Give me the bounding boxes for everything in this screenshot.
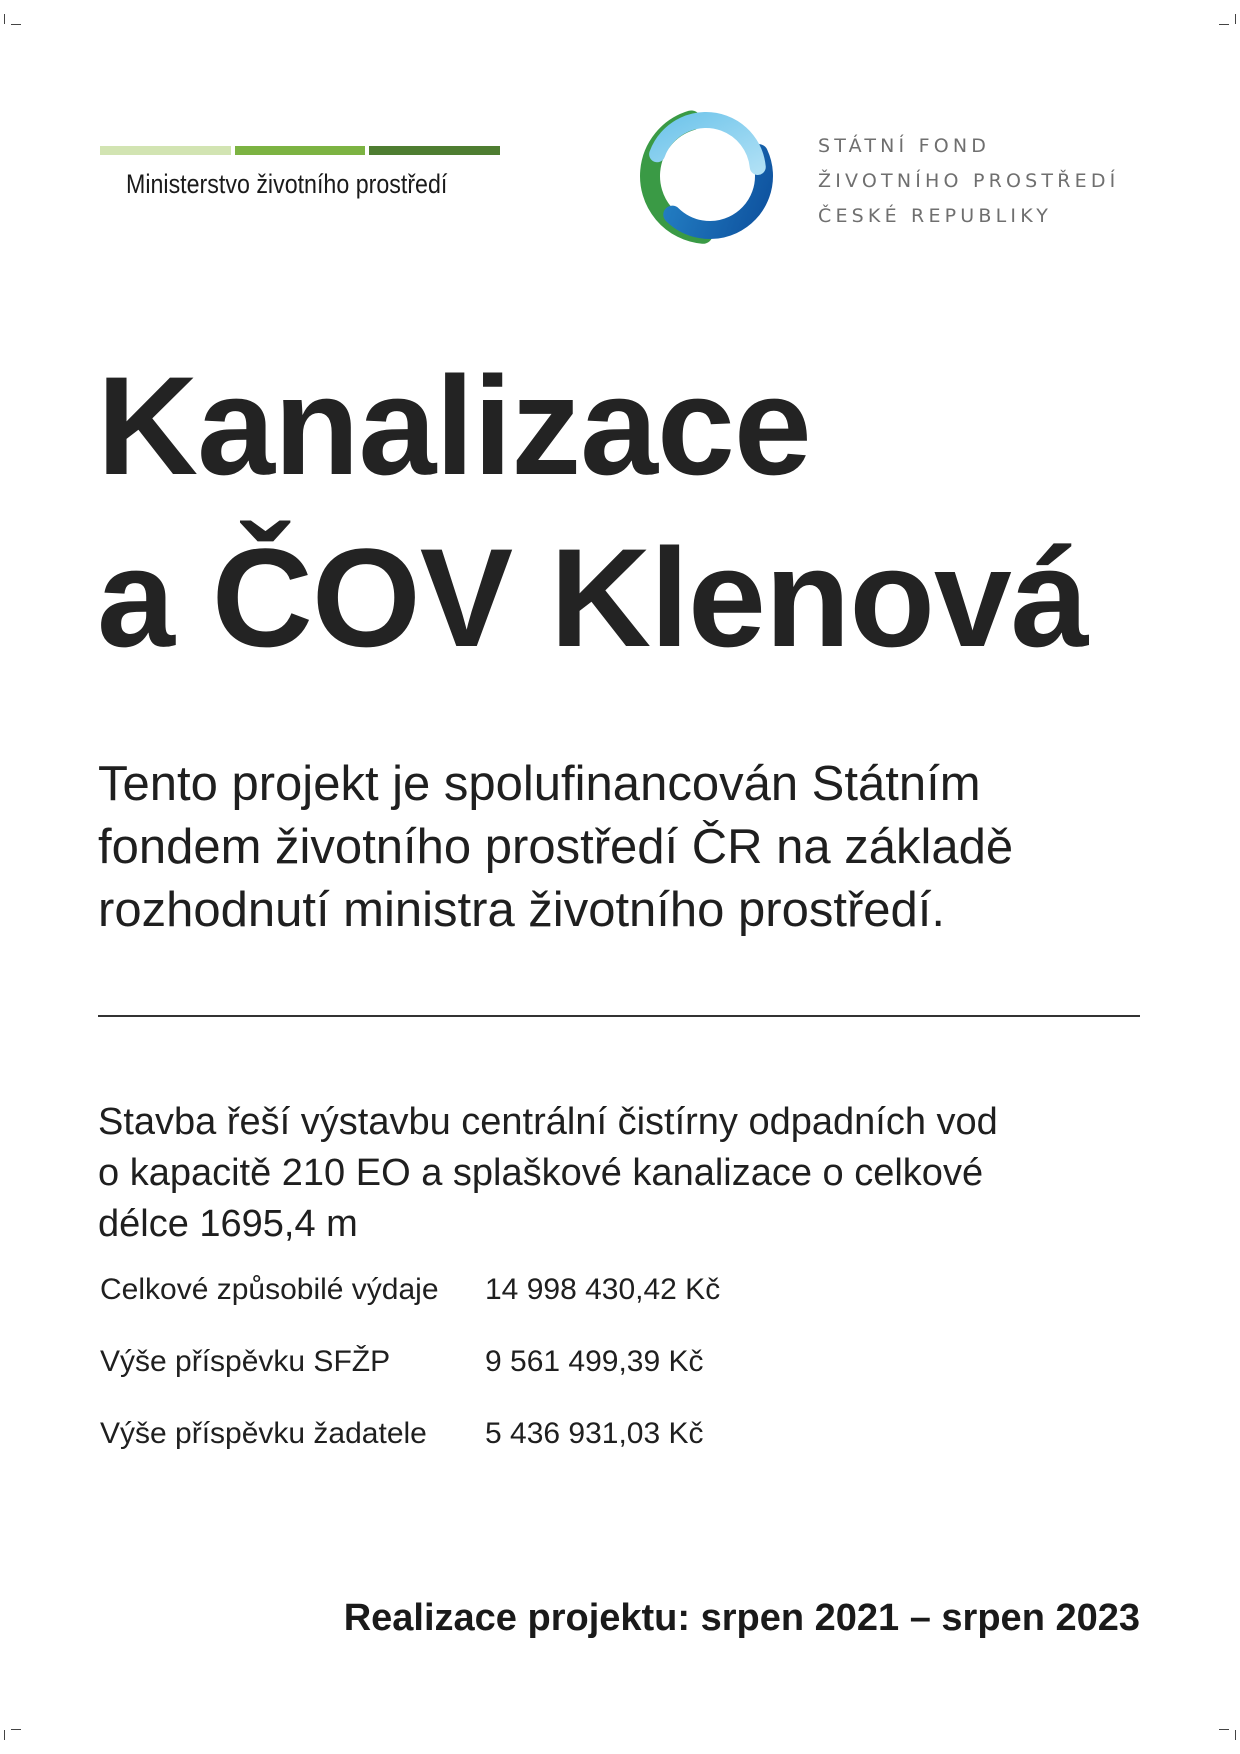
crop-mark-bottom-right [1225,1730,1236,1740]
ministry-logo-bars [100,146,500,155]
sfzp-logo-line-1: STÁTNÍ FOND [818,135,991,157]
ministry-logo [100,146,500,200]
funding-statement-line-1: Tento projekt je spolufinancován Státním [98,757,981,811]
project-description-line-3: délce 1695,4 m [98,1203,358,1245]
page-title-line-1: Kanalizace [97,347,811,504]
project-description-line-1: Stavba řeší výstavbu centrální čistírny odpadních vod [98,1101,998,1143]
cost-row-sfzp [100,1345,720,1417]
crop-mark-top-left [4,14,15,24]
cost-value: 5 436 931,03 Kč [485,1417,704,1450]
project-description-line-2: o kapacitě 210 EO a splaškové kanalizace o celkové [98,1152,984,1194]
page-title [97,340,1088,684]
cost-table [100,1273,720,1489]
ministry-logo-bar-light [100,146,231,155]
cost-label: Výše příspěvku žadatele [100,1417,427,1450]
section-divider [98,1015,1140,1017]
project-description [98,1097,1158,1250]
cost-row-total [100,1273,720,1345]
funding-statement [98,753,1158,942]
crop-mark-bottom-left [4,1730,15,1740]
cost-value: 9 561 499,39 Kč [485,1345,704,1378]
crop-mark-top-right [1225,14,1236,24]
page-title-line-2: a ČOV Klenová [97,519,1088,676]
sfzp-logo-icon [638,106,778,246]
ministry-logo-name: Ministerstvo životního prostředí [126,169,448,199]
sfzp-logo-line-2: ŽIVOTNÍHO PROSTŘEDÍ [818,170,1120,192]
cost-label: Celkové způsobilé výdaje [100,1273,439,1306]
project-timeline: Realizace projektu: srpen 2021 – srpen 2023 [343,1597,1140,1639]
cost-label: Výše příspěvku SFŽP [100,1345,391,1378]
ministry-logo-bar-mid [235,146,366,155]
sfzp-logo-line-3: ČESKÉ REPUBLIKY [818,205,1053,227]
funding-statement-line-3: rozhodnutí ministra životního prostředí. [98,883,946,937]
funding-statement-line-2: fondem životního prostředí ČR na základě [98,820,1014,874]
cost-value: 14 998 430,42 Kč [485,1273,721,1306]
cost-row-applicant [100,1417,720,1489]
ministry-logo-bar-dark [369,146,500,155]
sfzp-logo-text [818,129,1119,234]
